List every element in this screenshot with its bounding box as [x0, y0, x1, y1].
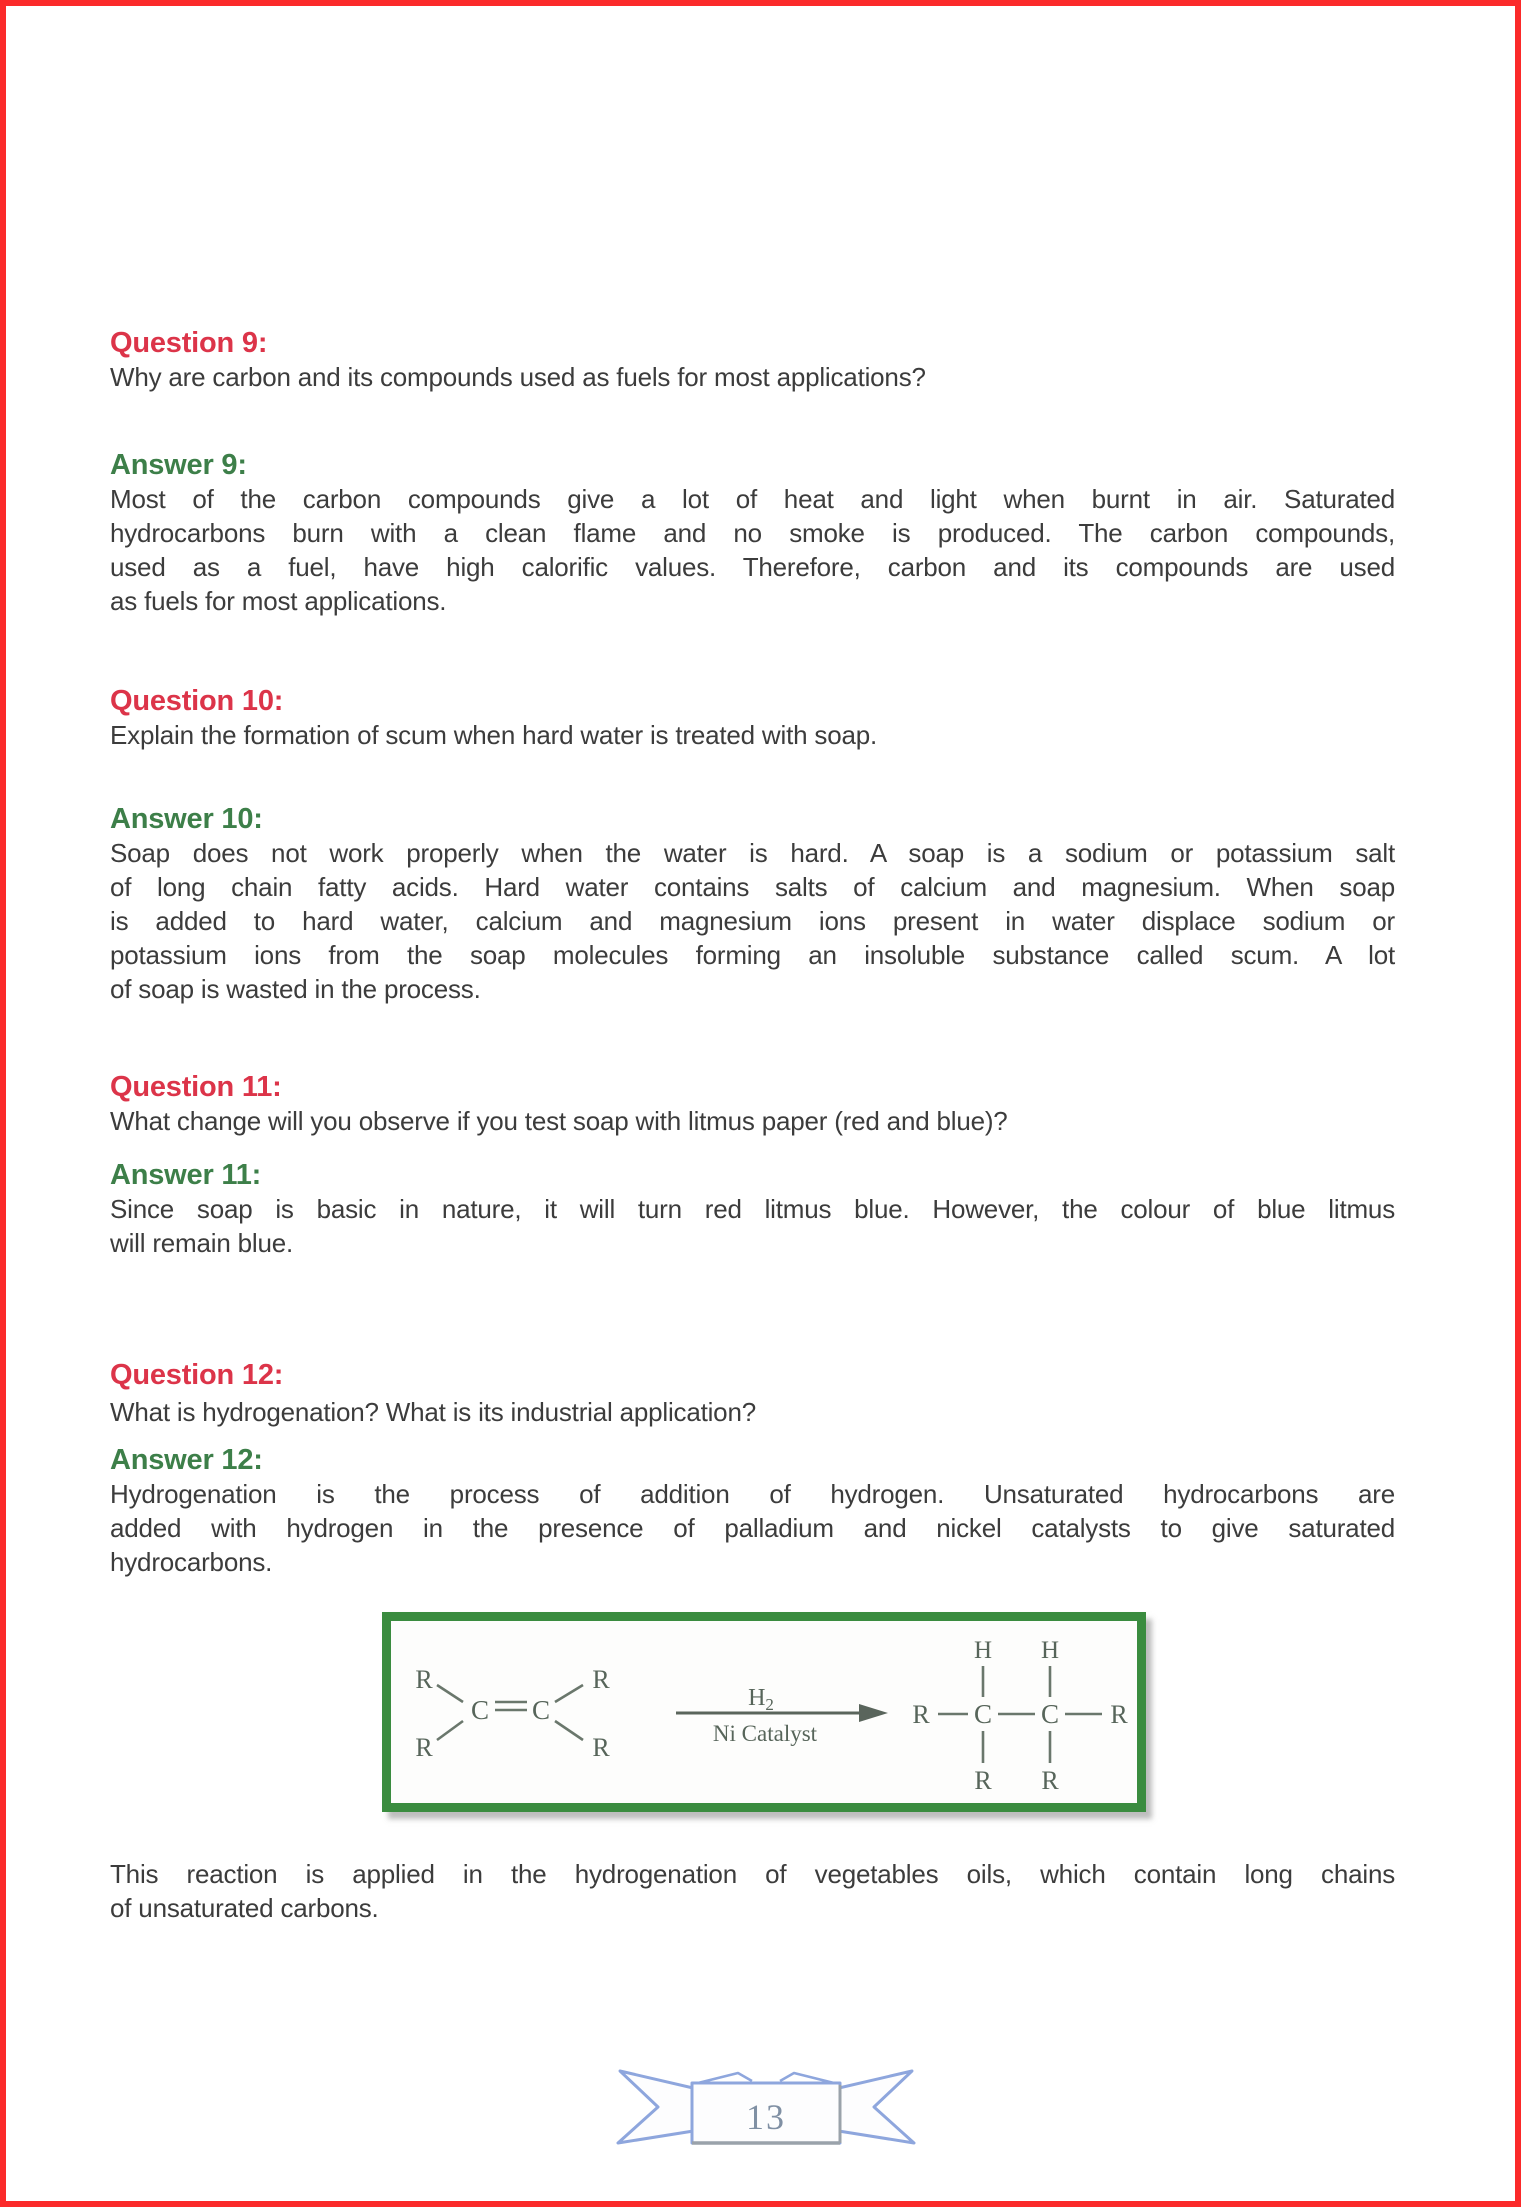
text-line: as fuels for most applications.: [110, 586, 447, 616]
carbon-label: C: [531, 1695, 551, 1725]
r-label: R: [592, 1733, 610, 1762]
r-label: R: [1041, 1766, 1059, 1795]
hydrogenation-reaction-figure: [382, 1612, 1146, 1812]
text-line: hydrocarbons.: [110, 1547, 273, 1577]
question-11-text: [110, 1104, 1395, 1138]
carbon-label: C: [1040, 1699, 1060, 1729]
h-label: H: [973, 1637, 993, 1664]
page-number: 13: [746, 2097, 786, 2137]
question-12-heading: Question 12:: [110, 1359, 284, 1391]
answer-9-text: [110, 482, 1395, 618]
text-line: of long chain fatty acids. Hard water contains salts of calcium and magnesium. When soap: [110, 872, 1395, 902]
r-label: R: [912, 1700, 930, 1729]
text-line: What change will you observe if you test soap with litmus paper (red and blue)?: [110, 1106, 1008, 1136]
question-11-heading: Question 11:: [110, 1071, 282, 1103]
hydrogen-formula: [748, 1685, 774, 1714]
text-line: of unsaturated carbons.: [110, 1893, 379, 1923]
answer-10-text: [110, 836, 1395, 1006]
text-line: What is hydrogenation? What is its industrial application?: [110, 1397, 756, 1427]
question-10-heading: Question 10:: [110, 685, 284, 717]
answer-12-text: [110, 1477, 1395, 1579]
product-molecule: [912, 1637, 1128, 1795]
text-line: This reaction is applied in the hydrogenation of vegetables oils, which contain long chains: [110, 1859, 1395, 1889]
text-line: Soap does not work properly when the water is hard. A soap is a sodium or potassium salt: [110, 838, 1395, 868]
answer-10-heading: Answer 10:: [110, 803, 263, 835]
h-label: H: [1040, 1637, 1060, 1664]
text-line: Hydrogenation is the process of addition of hydrogen. Unsaturated hydrocarbons are: [110, 1479, 1395, 1509]
text-line: Explain the formation of scum when hard water is treated with soap.: [110, 720, 877, 750]
text-line: hydrocarbons burn with a clean flame and no smoke is produced. The carbon compounds,: [110, 518, 1395, 548]
text-line: used as a fuel, have high calorific values. Therefore, carbon and its compounds are used: [110, 552, 1395, 582]
r-label: R: [1110, 1700, 1128, 1729]
text-line: Most of the carbon compounds give a lot of heat and light when burnt in air. Saturated: [110, 484, 1395, 514]
bond-lines: [437, 1685, 583, 1740]
answer-12-heading: Answer 12:: [110, 1444, 263, 1476]
text-line: of soap is wasted in the process.: [110, 974, 481, 1004]
r-label: R: [974, 1766, 992, 1795]
catalyst-label: Ni Catalyst: [712, 1721, 818, 1746]
reaction-arrow: [676, 1685, 888, 1746]
text-line: potassium ions from the soap molecules forming an insoluble substance called scum. A lot: [110, 940, 1395, 970]
text-line: Why are carbon and its compounds used as fuels for most applications?: [110, 362, 926, 392]
hydrogen-label: H: [748, 1685, 766, 1711]
answer-9-heading: Answer 9:: [110, 449, 247, 481]
reaction-diagram: [391, 1621, 1137, 1803]
question-10-text: [110, 718, 1395, 752]
answer-11-text: [110, 1192, 1395, 1260]
bond-lines: [938, 1666, 1102, 1763]
r-label: R: [415, 1665, 433, 1694]
text-line: will remain blue.: [110, 1228, 294, 1258]
carbon-label: C: [470, 1695, 490, 1725]
closing-paragraph: [110, 1857, 1395, 1925]
text-line: added with hydrogen in the presence of palladium and nickel catalysts to give saturated: [110, 1513, 1395, 1543]
page-number-ribbon: [606, 2058, 926, 2170]
text-line: Since soap is basic in nature, it will turn red litmus blue. However, the colour of blue litmus: [110, 1194, 1395, 1224]
r-label: R: [592, 1665, 610, 1694]
text-line: is added to hard water, calcium and magnesium ions present in water displace sodium or: [110, 906, 1395, 936]
question-9-text: [110, 360, 1395, 394]
question-12-text: [110, 1395, 1395, 1429]
question-9-heading: Question 9:: [110, 327, 268, 359]
r-label: R: [415, 1733, 433, 1762]
ribbon-banner: [606, 2058, 926, 2170]
carbon-label: C: [973, 1699, 993, 1729]
answer-11-heading: Answer 11:: [110, 1159, 262, 1191]
reactant-molecule: [415, 1665, 610, 1762]
arrowhead: [859, 1704, 888, 1722]
hydrogen-subscript: 2: [765, 1695, 774, 1714]
